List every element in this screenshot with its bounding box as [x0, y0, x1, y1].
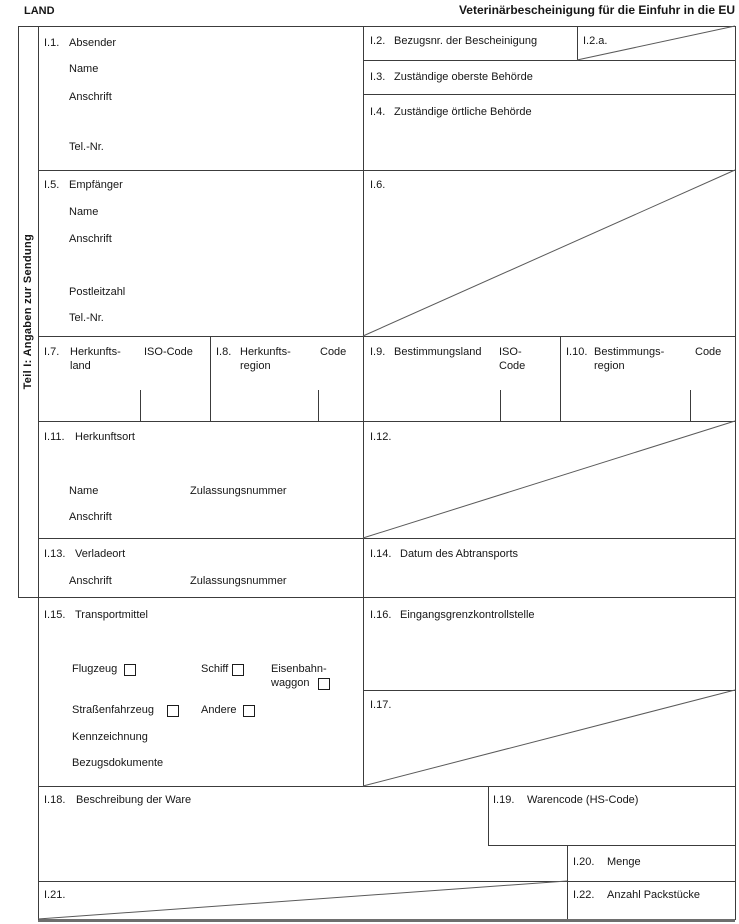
kennzeichnung-label: Kennzeichnung	[72, 731, 148, 743]
field-i13-label: Verladeort	[75, 548, 126, 560]
eisenbahnwaggon-label-line2: waggon	[271, 677, 310, 689]
field-i10-label-line2: region	[594, 360, 625, 372]
field-i4-number: I.4.	[370, 106, 386, 118]
field-i20-label: Menge	[607, 856, 641, 868]
page-title: Veterinärbescheinigung für die Einfuhr in die EU	[458, 3, 735, 17]
field-i11-zulassung-label: Zulassungsnummer	[190, 485, 287, 497]
field-i9-label: Bestimmungsland	[394, 346, 482, 358]
field-i14-number: I.14.	[370, 548, 392, 560]
field-i8-code-label: Code	[320, 346, 347, 358]
field-i8-label-line2: region	[240, 360, 271, 372]
field-i1-label: Absender	[69, 37, 117, 49]
strassenfahrzeug-checkbox[interactable]	[167, 705, 179, 717]
schiff-label: Schiff	[201, 663, 229, 675]
field-i20-number: I.20.	[573, 856, 595, 868]
field-i6-number: I.6.	[370, 179, 386, 191]
field-i15-label: Transportmittel	[75, 609, 148, 621]
part1-vertical-label: Teil I: Angaben zur Sendung	[22, 233, 34, 390]
diagonal-strikethrough-line	[38, 881, 567, 919]
field-i11-name-label: Name	[69, 485, 99, 497]
bezugsdokumente-label: Bezugsdokumente	[72, 757, 164, 769]
grid-line	[38, 336, 735, 337]
field-i5-number: I.5.	[44, 179, 60, 191]
field-i2a-number: I.2.a.	[583, 35, 608, 47]
andere-label: Andere	[201, 704, 237, 716]
schiff-checkbox[interactable]	[232, 664, 244, 676]
grid-line	[38, 786, 735, 787]
flugzeug-checkbox[interactable]	[124, 664, 136, 676]
field-i11-anschrift-label: Anschrift	[69, 511, 112, 523]
grid-line	[318, 390, 319, 421]
field-i5-name-label: Name	[69, 206, 99, 218]
field-i7-code-label: ISO-Code	[144, 346, 193, 358]
field-i5-anschrift-label: Anschrift	[69, 233, 112, 245]
grid-line	[18, 26, 19, 597]
field-i12-number: I.12.	[370, 431, 392, 443]
diagonal-strikethrough-line	[363, 170, 735, 336]
field-i3-label: Zuständige oberste Behörde	[394, 71, 533, 83]
field-i10-number: I.10.	[566, 346, 588, 358]
grid-line	[500, 390, 501, 421]
grid-line	[560, 336, 561, 421]
field-i11-number: I.11.	[44, 431, 65, 443]
field-i16-number: I.16.	[370, 609, 392, 621]
grid-line	[567, 845, 568, 919]
field-i8-number: I.8.	[216, 346, 232, 358]
grid-line	[18, 597, 735, 598]
field-i4-label: Zuständige örtliche Behörde	[394, 106, 532, 118]
field-i19-number: I.19.	[493, 794, 515, 806]
field-i7-label-line2: land	[70, 360, 91, 372]
field-i10-code-label: Code	[695, 346, 722, 358]
field-i9-code-line1: ISO-	[499, 346, 522, 358]
diagonal-strikethrough-line	[363, 690, 735, 786]
strassenfahrzeug-label: Straßenfahrzeug	[72, 704, 154, 716]
grid-line	[690, 390, 691, 421]
field-i2-label: Bezugsnr. der Bescheinigung	[394, 35, 538, 47]
field-i18-number: I.18.	[44, 794, 66, 806]
field-i22-label: Anzahl Packstücke	[607, 889, 700, 901]
grid-line	[488, 786, 489, 845]
field-i22-number: I.22.	[573, 889, 595, 901]
field-i21-number: I.21.	[44, 889, 66, 901]
eisenbahnwaggon-label-line1: Eisenbahn-	[271, 663, 327, 675]
grid-line	[363, 60, 735, 61]
field-i15-number: I.15.	[44, 609, 66, 621]
field-i7-number: I.7.	[44, 346, 60, 358]
field-i11-label: Herkunftsort	[75, 431, 135, 443]
grid-line	[210, 336, 211, 421]
grid-line	[38, 919, 735, 922]
field-i13-zulassung-label: Zulassungsnummer	[190, 575, 287, 587]
andere-checkbox[interactable]	[243, 705, 255, 717]
field-i3-number: I.3.	[370, 71, 386, 83]
grid-line	[38, 538, 735, 539]
field-i5-label: Empfänger	[69, 179, 123, 191]
field-i17-number: I.17.	[370, 699, 392, 711]
field-i13-anschrift-label: Anschrift	[69, 575, 112, 587]
grid-line	[488, 845, 735, 846]
eisenbahnwaggon-checkbox[interactable]	[318, 678, 330, 690]
field-i19-label: Warencode (HS-Code)	[527, 794, 639, 806]
field-i9-code-line2: Code	[499, 360, 526, 372]
field-i10-label-line1: Bestimmungs-	[594, 346, 665, 358]
field-i5-tel-label: Tel.-Nr.	[69, 312, 104, 324]
field-i14-label: Datum des Abtransports	[400, 548, 519, 560]
diagonal-strikethrough-line	[363, 421, 735, 538]
grid-line	[140, 390, 141, 421]
field-i1-anschrift-label: Anschrift	[69, 91, 112, 103]
part1-sidebar	[18, 26, 38, 597]
grid-line	[363, 26, 364, 786]
field-i9-number: I.9.	[370, 346, 386, 358]
field-i18-label: Beschreibung der Ware	[76, 794, 192, 806]
field-i7-label-line1: Herkunfts-	[70, 346, 121, 358]
grid-line	[735, 26, 736, 920]
field-i1-name-label: Name	[69, 63, 99, 75]
grid-line	[38, 26, 39, 920]
field-i5-plz-label: Postleitzahl	[69, 286, 126, 298]
field-i16-label: Eingangsgrenzkontrollstelle	[400, 609, 535, 621]
grid-line	[363, 94, 735, 95]
country-label: LAND	[24, 5, 55, 17]
field-i8-label-line1: Herkunfts-	[240, 346, 291, 358]
field-i1-number: I.1.	[44, 37, 60, 49]
field-i1-tel-label: Tel.-Nr.	[69, 141, 104, 153]
flugzeug-label: Flugzeug	[72, 663, 118, 675]
field-i2-number: I.2.	[370, 35, 386, 47]
field-i13-number: I.13.	[44, 548, 66, 560]
